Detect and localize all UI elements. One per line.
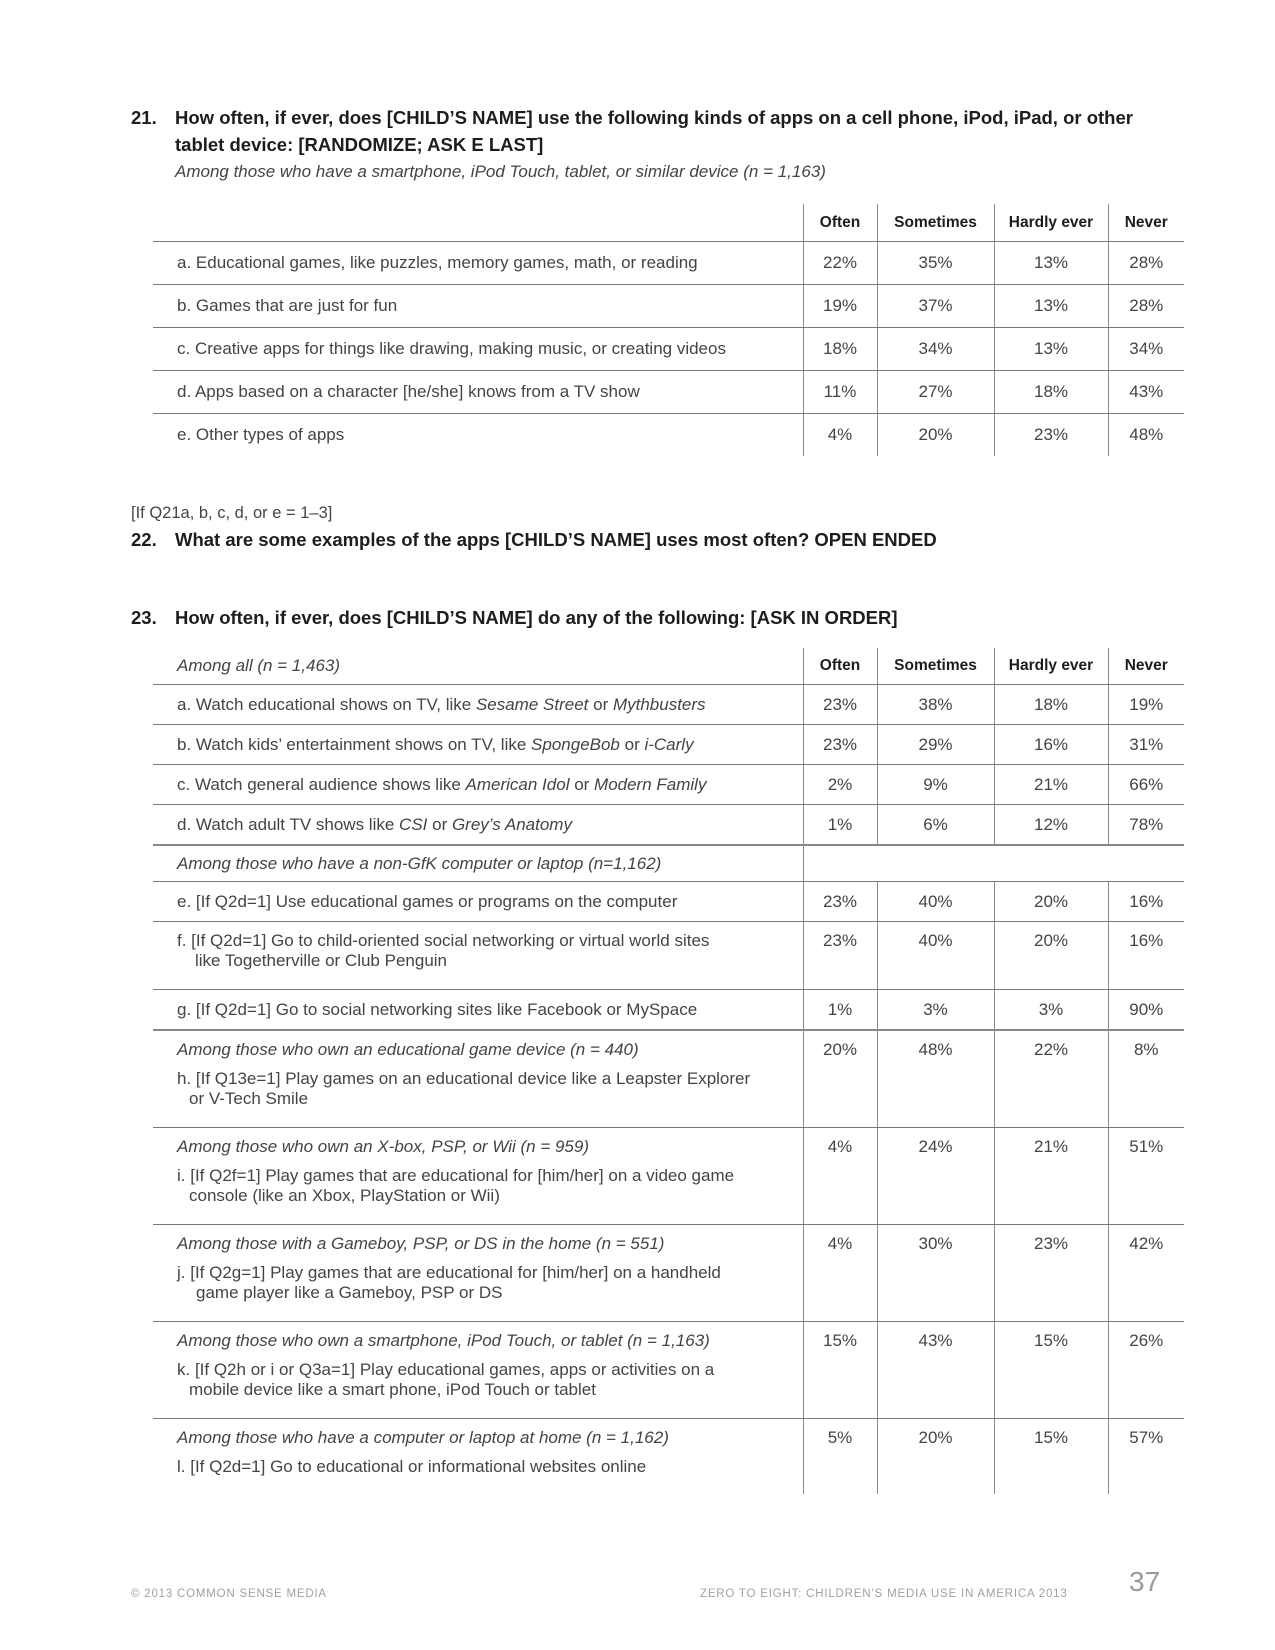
cell-never: 26% (1108, 1322, 1184, 1419)
header-sometimes: Sometimes (877, 204, 994, 242)
table-row (153, 805, 1184, 846)
table-header-row (153, 648, 1184, 685)
cell-never: 48% (1108, 414, 1184, 457)
table-row (153, 922, 1184, 990)
question-21-base: Among those who have a smartphone, iPod Touch, tablet, or similar device (n = 1,163) (175, 162, 826, 181)
header-never: Never (1108, 204, 1184, 242)
row-label: Among those who have a computer or laptop at home (n = 1,162) l. [If Q2d=1] Go to educational or informational websites online (177, 1428, 669, 1476)
question-text: How often, if ever, does [CHILD’S NAME] do any of the following: [ASK IN ORDER] (175, 607, 898, 628)
cell-never: 42% (1108, 1225, 1184, 1322)
cell-hardly-ever: 15% (994, 1322, 1108, 1419)
cell-hardly-ever: 13% (994, 328, 1108, 371)
question-22-heading (131, 526, 1181, 553)
row-label: g. [If Q2d=1] Go to social networking sites like Facebook or MySpace (153, 990, 803, 1031)
cell-never: 51% (1108, 1128, 1184, 1225)
row-label: d. Watch adult TV shows like CSI or Grey’s Anatomy (153, 805, 803, 846)
table-row (153, 285, 1184, 328)
question-number: 21. (131, 107, 157, 128)
cell-often: 22% (803, 242, 877, 285)
cell-sometimes: 40% (877, 882, 994, 922)
cell-sometimes: 43% (877, 1322, 994, 1419)
cell-often: 23% (803, 685, 877, 725)
cell-sometimes: 38% (877, 685, 994, 725)
row-label: d. Apps based on a character [he/she] knows from a TV show (153, 371, 803, 414)
table-row (153, 328, 1184, 371)
cell-hardly-ever: 13% (994, 242, 1108, 285)
cell-sometimes: 30% (877, 1225, 994, 1322)
cell-never: 34% (1108, 328, 1184, 371)
cell-never: 43% (1108, 371, 1184, 414)
row-label: Among those who own an X-box, PSP, or Wii (n = 959) i. [If Q2f=1] Play games that are educational for [him/her] on a video game console (like an Xbox, PlayStation or Wii) (153, 1128, 803, 1225)
row-label: e. Other types of apps (177, 425, 345, 444)
cell-never: 57% (1108, 1419, 1184, 1495)
cell-hardly-ever: 20% (994, 922, 1108, 990)
cell-sometimes: 6% (877, 805, 994, 846)
header-hardly-ever: Hardly ever (994, 204, 1108, 242)
cell-often: 23% (803, 725, 877, 765)
cell-hardly-ever: 16% (994, 725, 1108, 765)
table-row (153, 1322, 1184, 1419)
cell-hardly-ever: 20% (994, 882, 1108, 922)
cell-often: 23% (803, 882, 877, 922)
cell-hardly-ever: 3% (994, 990, 1108, 1031)
cell-hardly-ever: 23% (994, 1225, 1108, 1322)
table-row (153, 765, 1184, 805)
question-23-table (153, 648, 1184, 1494)
cell-often: 2% (803, 765, 877, 805)
cell-often: 5% (803, 1419, 877, 1495)
header-often: Often (803, 204, 877, 242)
table-row (153, 1128, 1184, 1225)
question-number: 22. (131, 529, 157, 550)
header-never: Never (1108, 648, 1184, 685)
cell-often: 11% (803, 371, 877, 414)
table-row (153, 242, 1184, 285)
group-empty-cell (803, 845, 1184, 882)
cell-hardly-ever: 21% (994, 1128, 1108, 1225)
header-sometimes: Sometimes (877, 648, 994, 685)
row-label: a. Educational games, like puzzles, memory games, math, or reading (153, 242, 803, 285)
cell-hardly-ever: 12% (994, 805, 1108, 846)
cell-never: 90% (1108, 990, 1184, 1031)
cell-sometimes: 29% (877, 725, 994, 765)
row-label: b. Watch kids’ entertainment shows on TV, like SpongeBob or i-Carly (153, 725, 803, 765)
row-label: e. [If Q2d=1] Use educational games or programs on the computer (153, 882, 803, 922)
cell-sometimes: 3% (877, 990, 994, 1031)
cell-often: 4% (803, 414, 877, 457)
cell-often: 18% (803, 328, 877, 371)
cell-never: 28% (1108, 242, 1184, 285)
row-label: a. Watch educational shows on TV, like Sesame Street or Mythbusters (153, 685, 803, 725)
cell-never: 31% (1108, 725, 1184, 765)
cell-never: 16% (1108, 922, 1184, 990)
cell-often: 19% (803, 285, 877, 328)
cell-sometimes: 37% (877, 285, 994, 328)
cell-hardly-ever: 13% (994, 285, 1108, 328)
cell-hardly-ever: 18% (994, 371, 1108, 414)
table-row (153, 1419, 1184, 1495)
group-label-computer: Among those who have a non-GfK computer or laptop (n=1,162) (153, 845, 803, 882)
cell-hardly-ever: 22% (994, 1030, 1108, 1128)
cell-often: 4% (803, 1225, 877, 1322)
table-row (153, 1030, 1184, 1128)
table-row (153, 725, 1184, 765)
cell-hardly-ever: 15% (994, 1419, 1108, 1495)
table-row (153, 882, 1184, 922)
cell-hardly-ever: 21% (994, 765, 1108, 805)
table-row (153, 1225, 1184, 1322)
table-header-row (153, 204, 1184, 242)
cell-sometimes: 40% (877, 922, 994, 990)
table-row (153, 371, 1184, 414)
question-21-heading (131, 104, 1181, 158)
cell-often: 1% (803, 990, 877, 1031)
page-number: 37 (1129, 1566, 1161, 1597)
cell-never: 66% (1108, 765, 1184, 805)
cell-sometimes: 27% (877, 371, 994, 414)
cell-often: 4% (803, 1128, 877, 1225)
question-text: How often, if ever, does [CHILD’S NAME] use the following kinds of apps on a cell phone, iPod, iPad, or other tablet device: [RANDOMIZE; ASK E LAST] (175, 107, 1133, 155)
base-among-all: Among all (n = 1,463) (153, 648, 803, 685)
footer-report-title: ZERO TO EIGHT: CHILDREN’S MEDIA USE IN AMERICA 2013 (700, 1588, 1068, 1600)
row-label: f. [If Q2d=1] Go to child-oriented social networking or virtual world sites like Togetherville or Club Penguin (153, 922, 803, 990)
header-hardly-ever: Hardly ever (994, 648, 1108, 685)
cell-often: 20% (803, 1030, 877, 1128)
cell-sometimes: 35% (877, 242, 994, 285)
cell-never: 19% (1108, 685, 1184, 725)
cell-often: 23% (803, 922, 877, 990)
cell-hardly-ever: 23% (994, 414, 1108, 457)
cell-sometimes: 9% (877, 765, 994, 805)
question-text: What are some examples of the apps [CHILD’S NAME] uses most often? OPEN ENDED (175, 529, 937, 550)
row-label: c. Creative apps for things like drawing, making music, or creating videos (153, 328, 803, 371)
group-header-row (153, 845, 1184, 882)
footer-copyright: © 2013 COMMON SENSE MEDIA (131, 1588, 327, 1600)
cell-sometimes: 24% (877, 1128, 994, 1225)
cell-often: 15% (803, 1322, 877, 1419)
cell-never: 16% (1108, 882, 1184, 922)
cell-sometimes: 34% (877, 328, 994, 371)
question-23-heading (131, 604, 1181, 631)
cell-never: 28% (1108, 285, 1184, 328)
row-label: c. Watch general audience shows like American Idol or Modern Family (153, 765, 803, 805)
question-22-condition: [If Q21a, b, c, d, or e = 1–3] (131, 504, 333, 522)
cell-never: 8% (1108, 1030, 1184, 1128)
table-row (153, 685, 1184, 725)
header-blank (153, 204, 803, 242)
question-21-table (153, 204, 1184, 456)
cell-sometimes: 20% (877, 1419, 994, 1495)
cell-hardly-ever: 18% (994, 685, 1108, 725)
row-label: Among those who own a smartphone, iPod Touch, or tablet (n = 1,163) k. [If Q2h or i or Q3a=1] Play educational games, apps or activities on a mobile device like a smart phone, iPod Touch or tablet (153, 1322, 803, 1419)
cell-sometimes: 48% (877, 1030, 994, 1128)
cell-never: 78% (1108, 805, 1184, 846)
row-label: b. Games that are just for fun (153, 285, 803, 328)
cell-sometimes: 20% (877, 414, 994, 457)
cell-often: 1% (803, 805, 877, 846)
row-label: Among those who own an educational game device (n = 440) h. [If Q13e=1] Play games on an educational device like a Leapster Explorer or V-Tech Smile (153, 1030, 803, 1128)
header-often: Often (803, 648, 877, 685)
table-row (153, 990, 1184, 1031)
row-label: Among those with a Gameboy, PSP, or DS in the home (n = 551) j. [If Q2g=1] Play games that are educational for [him/her] on a handheld game player like a Gameboy, PSP or DS (153, 1225, 803, 1322)
question-number: 23. (131, 607, 157, 628)
table-row (153, 414, 1184, 457)
